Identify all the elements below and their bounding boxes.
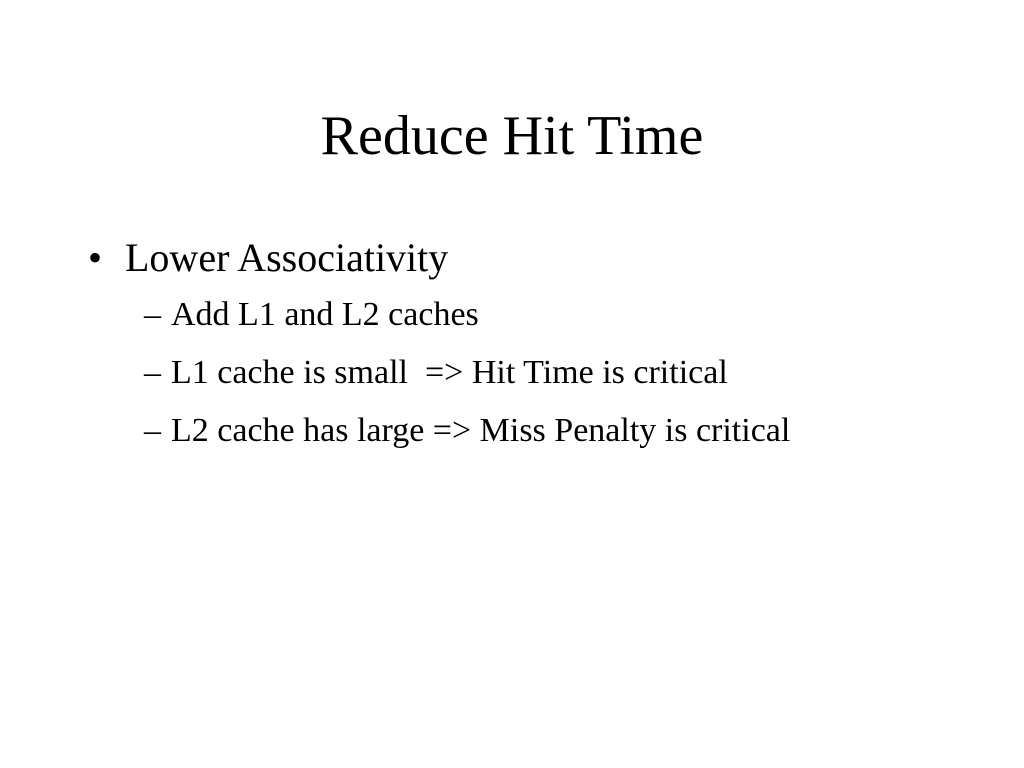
sub-bullet-text: L1 cache is small => Hit Time is critical [171, 354, 728, 391]
sub-bullet-item [88, 406, 988, 464]
dash-marker: – [144, 412, 161, 449]
bullet-item [88, 234, 988, 282]
sub-bullet-text: Add L1 and L2 caches [171, 296, 479, 333]
slide-title: Reduce Hit Time [320, 105, 704, 167]
dash-marker: – [144, 296, 161, 333]
slide-body [88, 234, 988, 464]
bullet-text: Lower Associativity [125, 235, 449, 280]
bullet-marker: • [88, 235, 103, 280]
sub-bullet-text: L2 cache has large => Miss Penalty is critical [171, 412, 791, 449]
dash-marker: – [144, 354, 161, 391]
sub-bullet-item [88, 348, 988, 406]
sub-bullet-list [88, 290, 988, 464]
sub-bullet-item [88, 290, 988, 348]
